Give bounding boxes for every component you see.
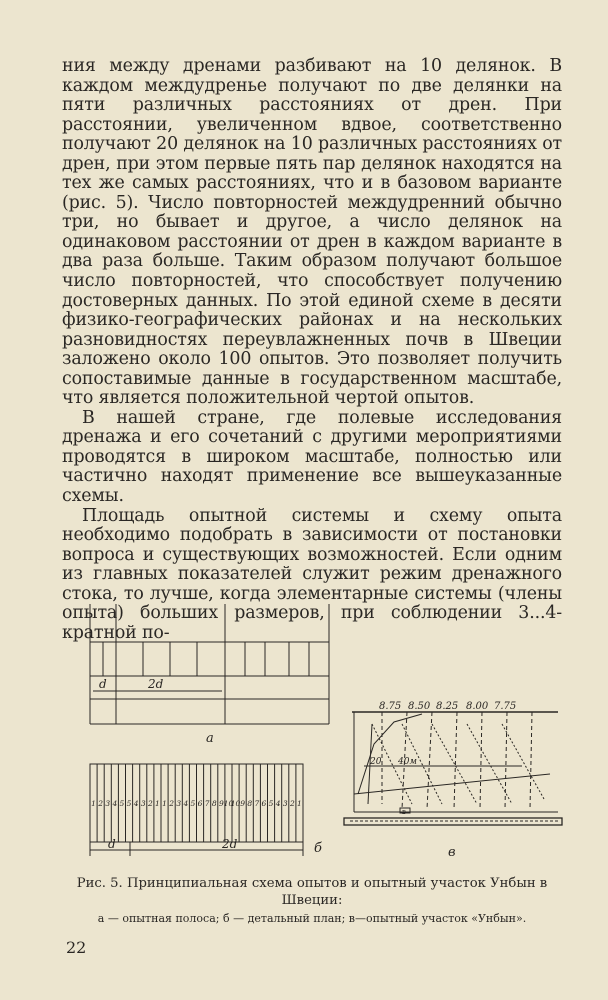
- strip-cell-label: 6: [261, 799, 267, 808]
- strip-cell-label: 8: [211, 799, 217, 808]
- strip-cell-label: 2: [147, 799, 153, 808]
- plot-top-label: 8.50: [408, 701, 431, 712]
- paragraph: ния между дренами разбивают на 10 делянок. В каждом междудренье получают по две делянки на пяти различных расстояниях от дрен. При расстоянии, увеличенном вдвое, соответственно получают 20 делянок на 10 различных расстояниях от дрен, при этом первые пять пар делянок находятся на тех же самых расстояниях, что и в базовом варианте (рис. 5). Число повторностей междудренний обычно три, но бывает и другое, а число делянок на одинаковом расстоянии от дрен в каждом варианте в два раза больше. Таким образом получают большое число повторностей, что способствует получению достоверных данных. По этой единой схеме в десяти физико-географических районах и на нескольких разновидностях переувлажненных почв в Швеции заложено около 100 опытов. Это позволяет получить сопоставимые данные в государственном масштабе, что является положительной чертой опытов.: [62, 56, 562, 409]
- strip-cell-label: 4: [133, 799, 139, 808]
- strip-cell-label: 1: [162, 799, 167, 808]
- strip-cell-label: 1: [91, 799, 96, 808]
- plot-top-label: 8.25: [436, 701, 459, 712]
- strip-cell-label: 10: [230, 799, 241, 808]
- strip-cell-label: 5: [190, 799, 196, 808]
- strip-cell-label: 2: [289, 799, 295, 808]
- strip-cell-label: 9: [240, 799, 246, 808]
- caption-sub: а — опытная полоса; б — детальный план; в—опытный участок «Унбын».: [97, 912, 527, 925]
- strip-cell-label: 1: [155, 799, 160, 808]
- label-b: б: [314, 841, 322, 856]
- strip-cell-label: 4: [183, 799, 189, 808]
- plot-b-label: в: [402, 808, 406, 816]
- dim-d-b: d: [108, 837, 116, 851]
- page-number: 22: [66, 938, 87, 957]
- diagram-v: [344, 712, 562, 825]
- strip-cell-label: 2: [98, 799, 104, 808]
- strip-cell-label: 9: [218, 799, 224, 808]
- label-a: а: [206, 731, 214, 746]
- strip-cell-label: 7: [254, 799, 260, 808]
- plot-top-label: 8.00: [466, 701, 489, 712]
- strip-cell-label: 2: [169, 799, 175, 808]
- dim-2d-b: 2d: [222, 837, 238, 851]
- paragraph: Площадь опытной системы и схему опыта необходимо подобрать в зависимости от постановки вопроса и существующих возможностей. Если одним из главных показателей служит режим дренажного стока, то лучше, когда элементарные системы (члены опыта) больших размеров, при соблюдении 3...4-кратной по-: [62, 505, 562, 643]
- plot-dim-20: 20: [370, 757, 382, 767]
- strip-cell-label: 5: [119, 799, 125, 808]
- strip-cell-label: 3: [105, 799, 111, 808]
- dim-2d: 2d: [148, 677, 164, 691]
- strip-cell-label: 3: [176, 799, 182, 808]
- diagram-b: [90, 764, 303, 856]
- strip-cell-label: 4: [112, 799, 118, 808]
- caption-title: Рис. 5. Принципиальная схема опытов и опытный участок Унбын в Швеции:: [76, 876, 548, 908]
- strip-cell-label: 6: [197, 799, 203, 808]
- strip-cell-label: 3: [140, 799, 146, 808]
- diagram-a: [90, 604, 329, 724]
- strip-cell-label: 3: [282, 799, 288, 808]
- body-text: [62, 57, 562, 643]
- strip-cell-label: 1: [297, 799, 302, 808]
- paragraph: В нашей стране, где полевые исследования дренажа и его сочетаний с другими мероприятиями проводятся в широком масштабе, полностью или частично находят применение все вышеуказанные схемы.: [62, 407, 562, 507]
- dim-d: d: [99, 677, 107, 691]
- label-v: в: [448, 845, 456, 860]
- strip-cell-label: 8: [247, 799, 253, 808]
- strip-cell-label: 4: [275, 799, 281, 808]
- plot-top-label: 8.75: [379, 701, 402, 712]
- strip-cell-label: 5: [268, 799, 274, 808]
- figure-caption: [62, 875, 562, 926]
- strip-cell-label: 10: [223, 799, 234, 808]
- plot-top-label: 7.75: [494, 701, 517, 712]
- plot-dim-40: 40м: [398, 757, 417, 767]
- strip-cell-label: 7: [204, 799, 210, 808]
- strip-cell-label: 5: [126, 799, 132, 808]
- figure-5: [82, 604, 572, 864]
